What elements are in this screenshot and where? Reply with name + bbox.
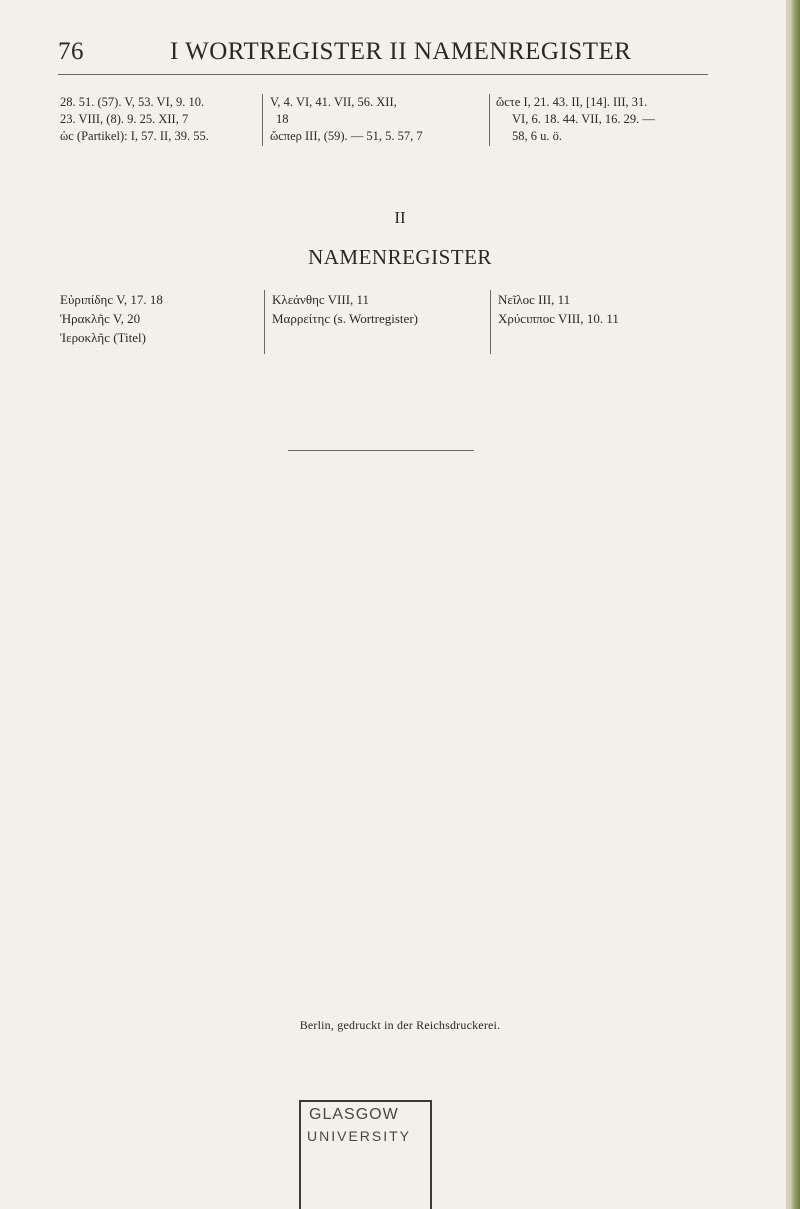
column-divider: [262, 94, 263, 146]
index-line: VI, 6. 18. 44. VII, 16. 29. —: [512, 112, 655, 126]
section-title: NAMENREGISTER: [308, 245, 492, 269]
section-numeral: II: [394, 208, 406, 227]
namenregister-column-3: [498, 290, 619, 328]
index-line: 18: [276, 112, 289, 126]
library-stamp: [299, 1100, 432, 1209]
stamp-text: UNIVERSITY: [307, 1128, 412, 1144]
header-rule: [58, 74, 708, 75]
stamp-text: GLASGOW: [309, 1106, 399, 1123]
name-entry: Ἱεροκλῆc (Titel): [60, 330, 146, 345]
index-line: 23. VIII, (8). 9. 25. XII, 7: [60, 112, 189, 126]
column-divider: [490, 290, 491, 354]
column-divider: [489, 94, 490, 146]
name-entry: Ἡρακλῆc V, 20: [60, 311, 141, 326]
namenregister-column-2: [272, 290, 418, 328]
name-entry: Νεῖλοc III, 11: [498, 292, 571, 307]
name-entry: Εὐριπίδηc V, 17. 18: [60, 292, 163, 307]
wortregister-column-1: [60, 94, 209, 145]
name-entry: Χρύcιπποc VIII, 10. 11: [498, 311, 619, 326]
name-entry: Μαρρείτηc (s. Wortregister): [272, 311, 418, 326]
page-number: 76: [58, 38, 84, 65]
index-line: ὥcτe I, 21. 43. II, [14]. III, 31.: [496, 95, 648, 109]
end-rule: [288, 450, 474, 451]
column-divider: [264, 290, 265, 354]
wortregister-column-3: [496, 94, 655, 145]
namenregister-column-1: [60, 290, 163, 347]
index-line: ὥcπeρ III, (59). — 51, 5. 57, 7: [270, 129, 423, 143]
name-entry: Κλεάνθηc VIII, 11: [272, 292, 370, 307]
page-title: I WORTREGISTER II NAMENREGISTER: [170, 38, 632, 65]
index-line: 58, 6 u. ö.: [512, 129, 562, 143]
index-line: V, 4. VI, 41. VII, 56. XII,: [270, 95, 397, 109]
wortregister-column-2: [270, 94, 423, 145]
printer-imprint: Berlin, gedruckt in der Reichsdruckerei.: [299, 1018, 501, 1032]
index-line: ὡc (Partikel): I, 57. II, 39. 55.: [60, 129, 209, 143]
index-line: 28. 51. (57). V, 53. VI, 9. 10.: [60, 95, 205, 109]
